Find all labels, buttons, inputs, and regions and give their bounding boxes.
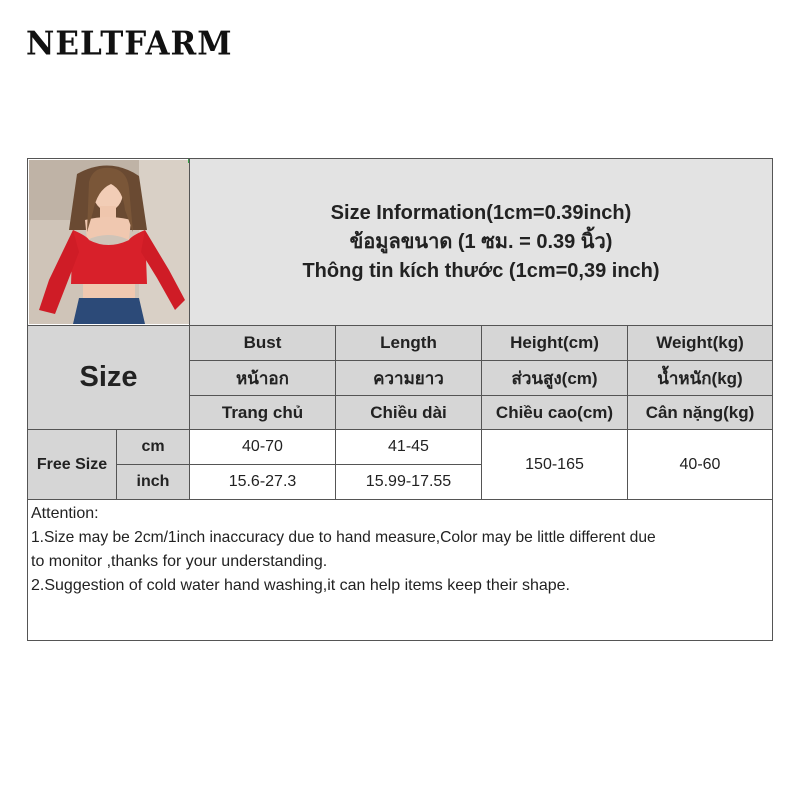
model-illustration <box>29 160 189 324</box>
unit-cm: cm <box>117 430 189 464</box>
grid-line <box>189 159 190 499</box>
size-label: Size <box>28 326 189 429</box>
cm-bust-value: 40-70 <box>242 438 283 455</box>
size-information-block <box>190 159 772 325</box>
inch-bust-value: 15.6-27.3 <box>228 473 297 490</box>
grid-line <box>116 464 481 465</box>
product-photo <box>29 160 189 324</box>
header-height-en: Height(cm) <box>482 326 627 360</box>
info-vietnamese: Thông tin kích thước (1cm=0,39 inch) <box>302 259 660 282</box>
grid-line <box>28 429 772 430</box>
height-value: 150-165 <box>525 455 584 473</box>
header-length-vi: Chiều dài <box>336 396 481 429</box>
attention-line-2: 2.Suggestion of cold water hand washing,it can help items keep their shape. <box>31 577 570 594</box>
header-length-en: Length <box>336 326 481 360</box>
header-bust-vi: Trang chủ <box>190 396 335 429</box>
header-weight-en: Weight(kg) <box>628 326 772 360</box>
grid-line <box>627 325 628 499</box>
info-thai: ข้อมูลขนาด (1 ซม. = 0.39 นิ้ว) <box>349 230 613 253</box>
header-height-vi: Chiều cao(cm) <box>482 396 627 429</box>
attention-line-1: 1.Size may be 2cm/1inch inaccuracy due to hand measure,Color may be little different due <box>31 529 656 546</box>
attention-notes <box>31 502 771 598</box>
unit-inch: inch <box>117 465 189 499</box>
weight-value: 40-60 <box>679 455 721 473</box>
cm-length-value: 41-45 <box>388 438 429 455</box>
header-weight-th: น้ำหนัก(kg) <box>628 361 772 395</box>
header-length-th: ความยาว <box>336 361 481 395</box>
header-bust-th: หน้าอก <box>190 361 335 395</box>
header-bust-en: Bust <box>190 326 335 360</box>
inch-length-value: 15.99-17.55 <box>365 473 452 490</box>
grid-line <box>28 499 772 500</box>
brand-logo: NELTFARM <box>26 25 233 63</box>
info-english: Size Information(1cm=0.39inch) <box>330 201 632 224</box>
attention-line-1-cont: to monitor ,thanks for your understanding. <box>31 553 328 570</box>
attention-title: Attention: <box>31 505 99 522</box>
size-chart <box>27 158 773 641</box>
grid-line <box>116 429 117 499</box>
grid-line <box>335 325 336 499</box>
free-size-label: Free Size <box>28 430 116 499</box>
header-height-th: ส่วนสูง(cm) <box>482 361 627 395</box>
grid-line <box>28 325 772 326</box>
grid-line <box>481 325 482 499</box>
header-weight-vi: Cân nặng(kg) <box>628 396 772 429</box>
